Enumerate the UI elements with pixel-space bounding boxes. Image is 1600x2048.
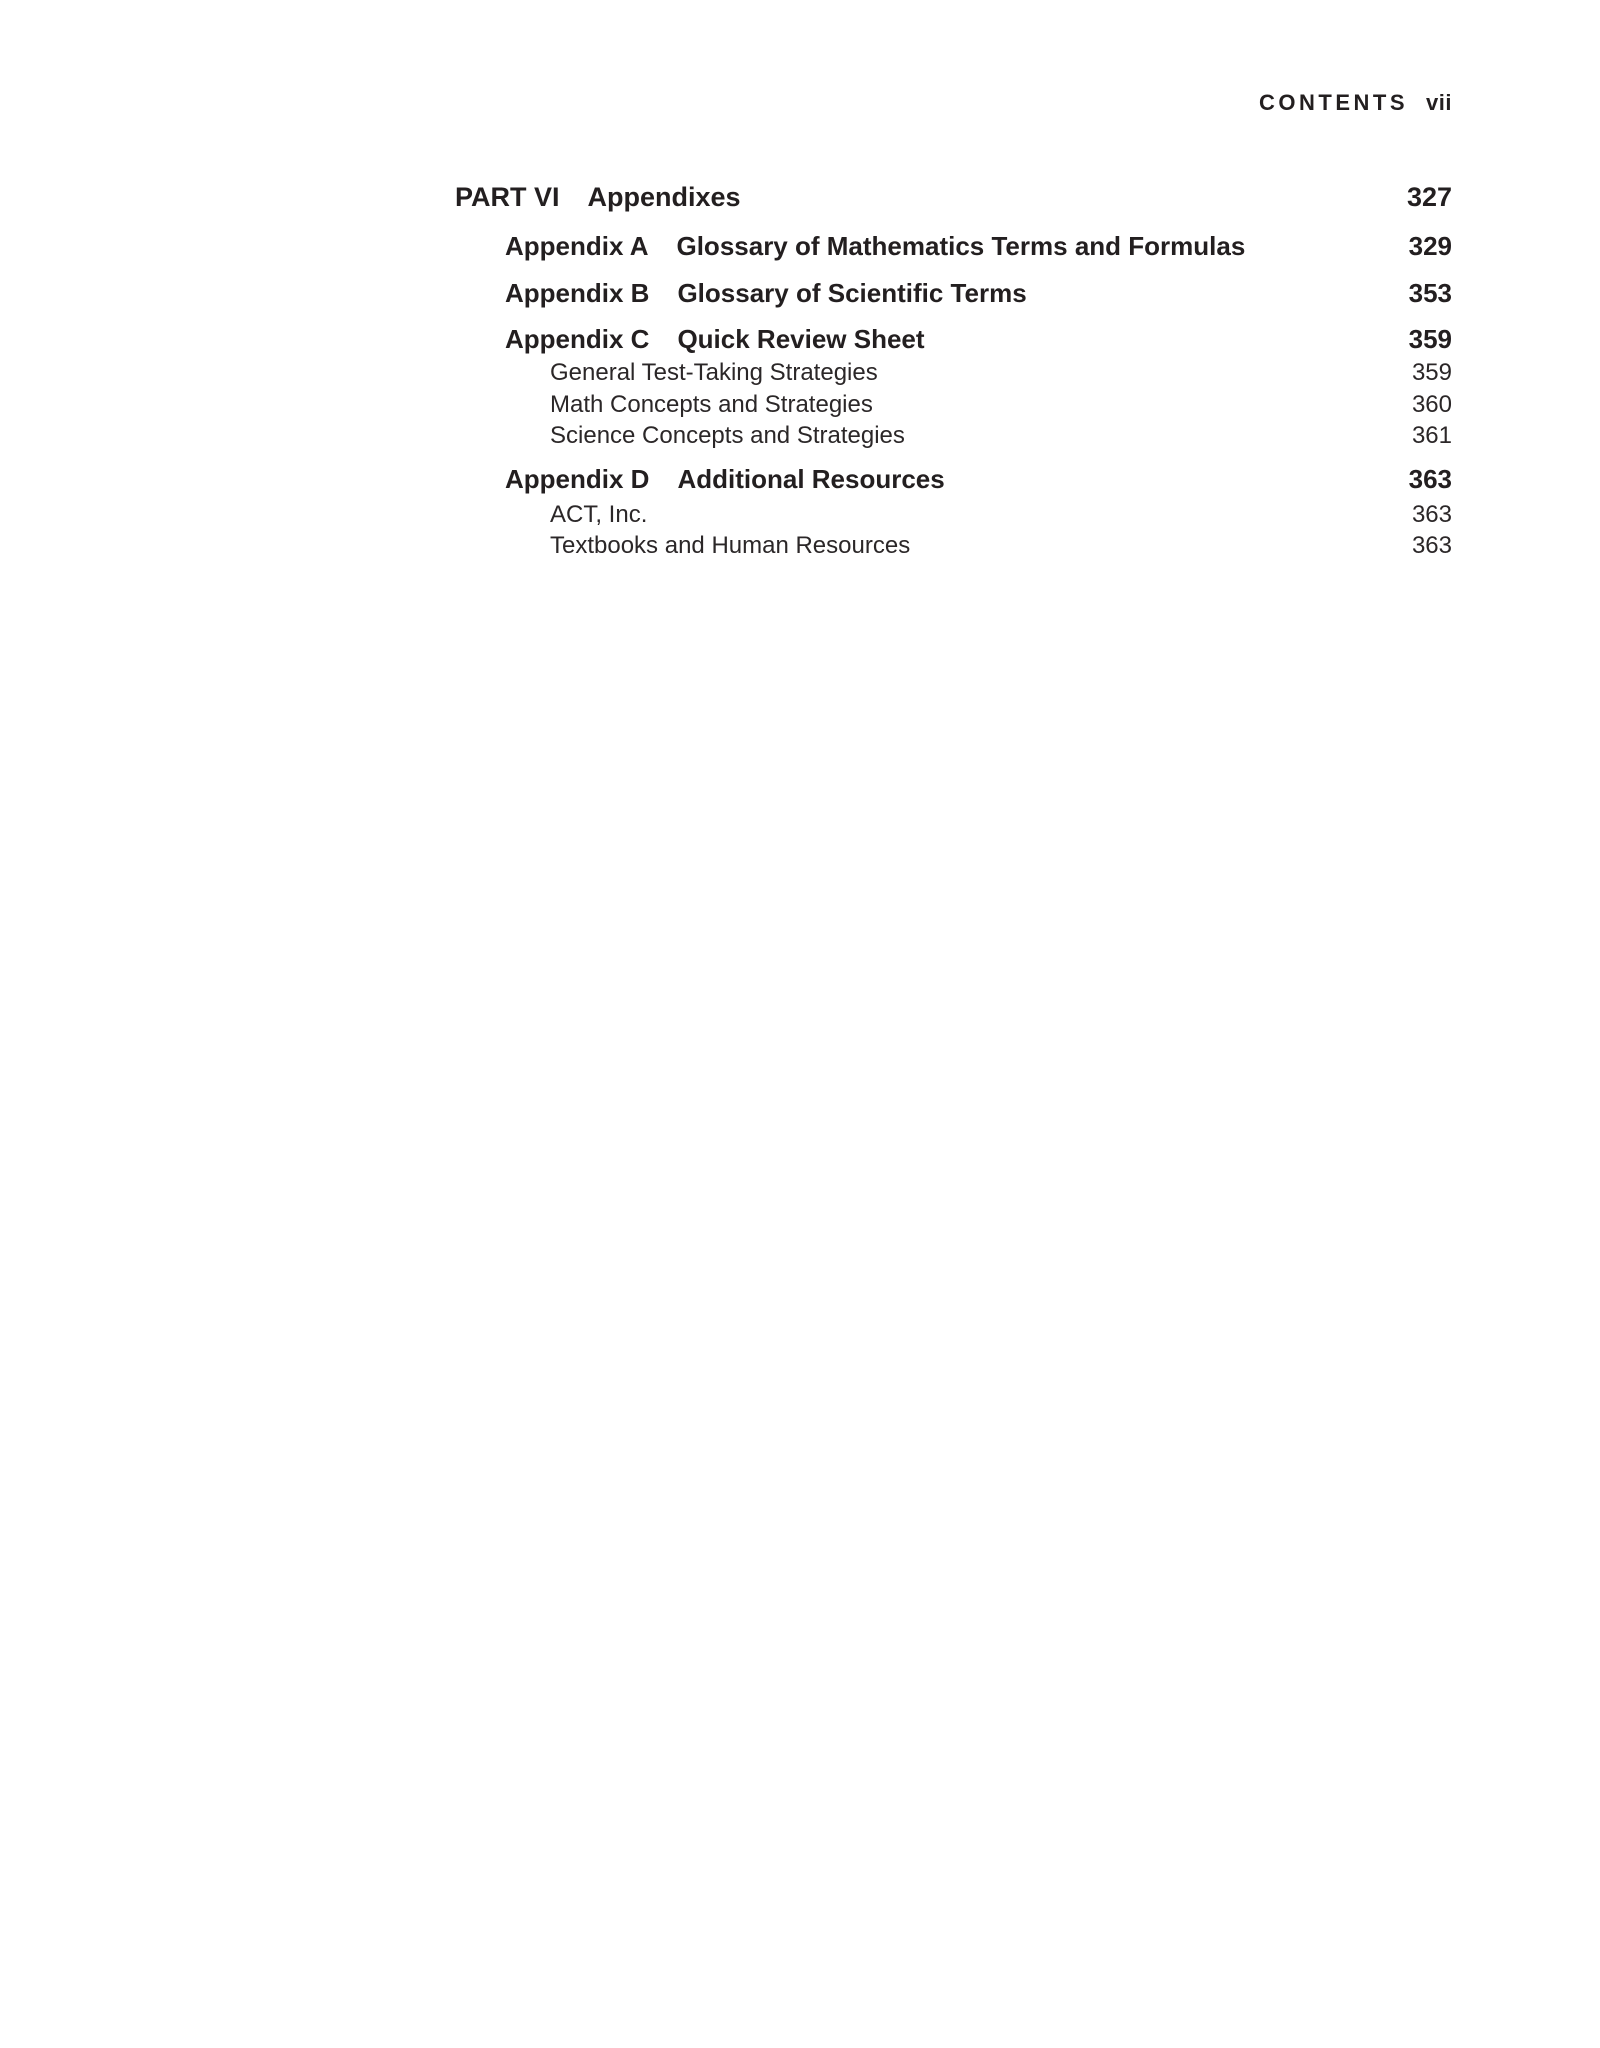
- toc-subsection-page: 363: [1411, 500, 1452, 528]
- toc-subsection-title: General Test-Taking Strategies: [550, 359, 878, 386]
- running-head-title: CONTENTS: [1259, 90, 1409, 115]
- toc-appendix-label: Appendix B: [505, 278, 650, 308]
- toc-part-heading: [455, 175, 741, 219]
- toc-subsection-page: 360: [1411, 390, 1452, 418]
- toc-appendix-b[interactable]: [455, 270, 1452, 317]
- toc-subsection-page: 359: [1411, 359, 1452, 386]
- toc-appendix-label: Appendix A: [505, 231, 649, 261]
- toc-subsection[interactable]: [455, 499, 1452, 531]
- toc-appendix-title: Quick Review Sheet: [677, 324, 925, 354]
- toc-part-entry[interactable]: [455, 175, 1452, 219]
- toc-appendix-c[interactable]: [455, 317, 1452, 357]
- toc-part-page: 327: [1406, 182, 1452, 212]
- toc-appendix-heading: [505, 223, 1245, 270]
- toc-part-label: PART VI: [455, 182, 560, 212]
- toc-subsection-page: 361: [1411, 422, 1452, 449]
- toc-appendix-a[interactable]: [455, 223, 1452, 270]
- toc-subsection-title: Math Concepts and Strategies: [550, 390, 873, 418]
- toc-appendix-page: 353: [1408, 278, 1452, 308]
- toc-subsection[interactable]: [455, 357, 1452, 389]
- toc-subsection-title: Science Concepts and Strategies: [550, 422, 905, 449]
- toc-appendix-page: 359: [1408, 324, 1452, 354]
- toc-appendix-heading: [505, 452, 945, 506]
- toc-subsection-title: Textbooks and Human Resources: [550, 532, 911, 559]
- toc-appendix-title: Glossary of Scientific Terms: [677, 278, 1027, 308]
- table-of-contents: [455, 175, 1452, 562]
- toc-appendix-d[interactable]: [455, 452, 1452, 499]
- toc-subsection-title: ACT, Inc.: [550, 500, 648, 528]
- toc-appendix-page: 329: [1408, 231, 1452, 261]
- toc-subsection[interactable]: [455, 530, 1452, 562]
- running-head: [1259, 90, 1452, 116]
- toc-subsection[interactable]: [455, 389, 1452, 421]
- page-folio: vii: [1426, 90, 1452, 115]
- toc-appendix-title: Glossary of Mathematics Terms and Formulas: [676, 231, 1246, 261]
- toc-appendix-heading: [505, 270, 1027, 317]
- toc-appendix-heading: [505, 317, 925, 361]
- toc-subsection[interactable]: [455, 420, 1452, 452]
- toc-appendix-label: Appendix C: [505, 324, 650, 354]
- toc-subsection-page: 363: [1411, 532, 1452, 559]
- toc-appendix-title: Additional Resources: [677, 463, 945, 494]
- toc-appendix-label: Appendix D: [505, 463, 650, 494]
- toc-appendix-page: 363: [1408, 463, 1452, 494]
- toc-part-title: Appendixes: [587, 182, 741, 212]
